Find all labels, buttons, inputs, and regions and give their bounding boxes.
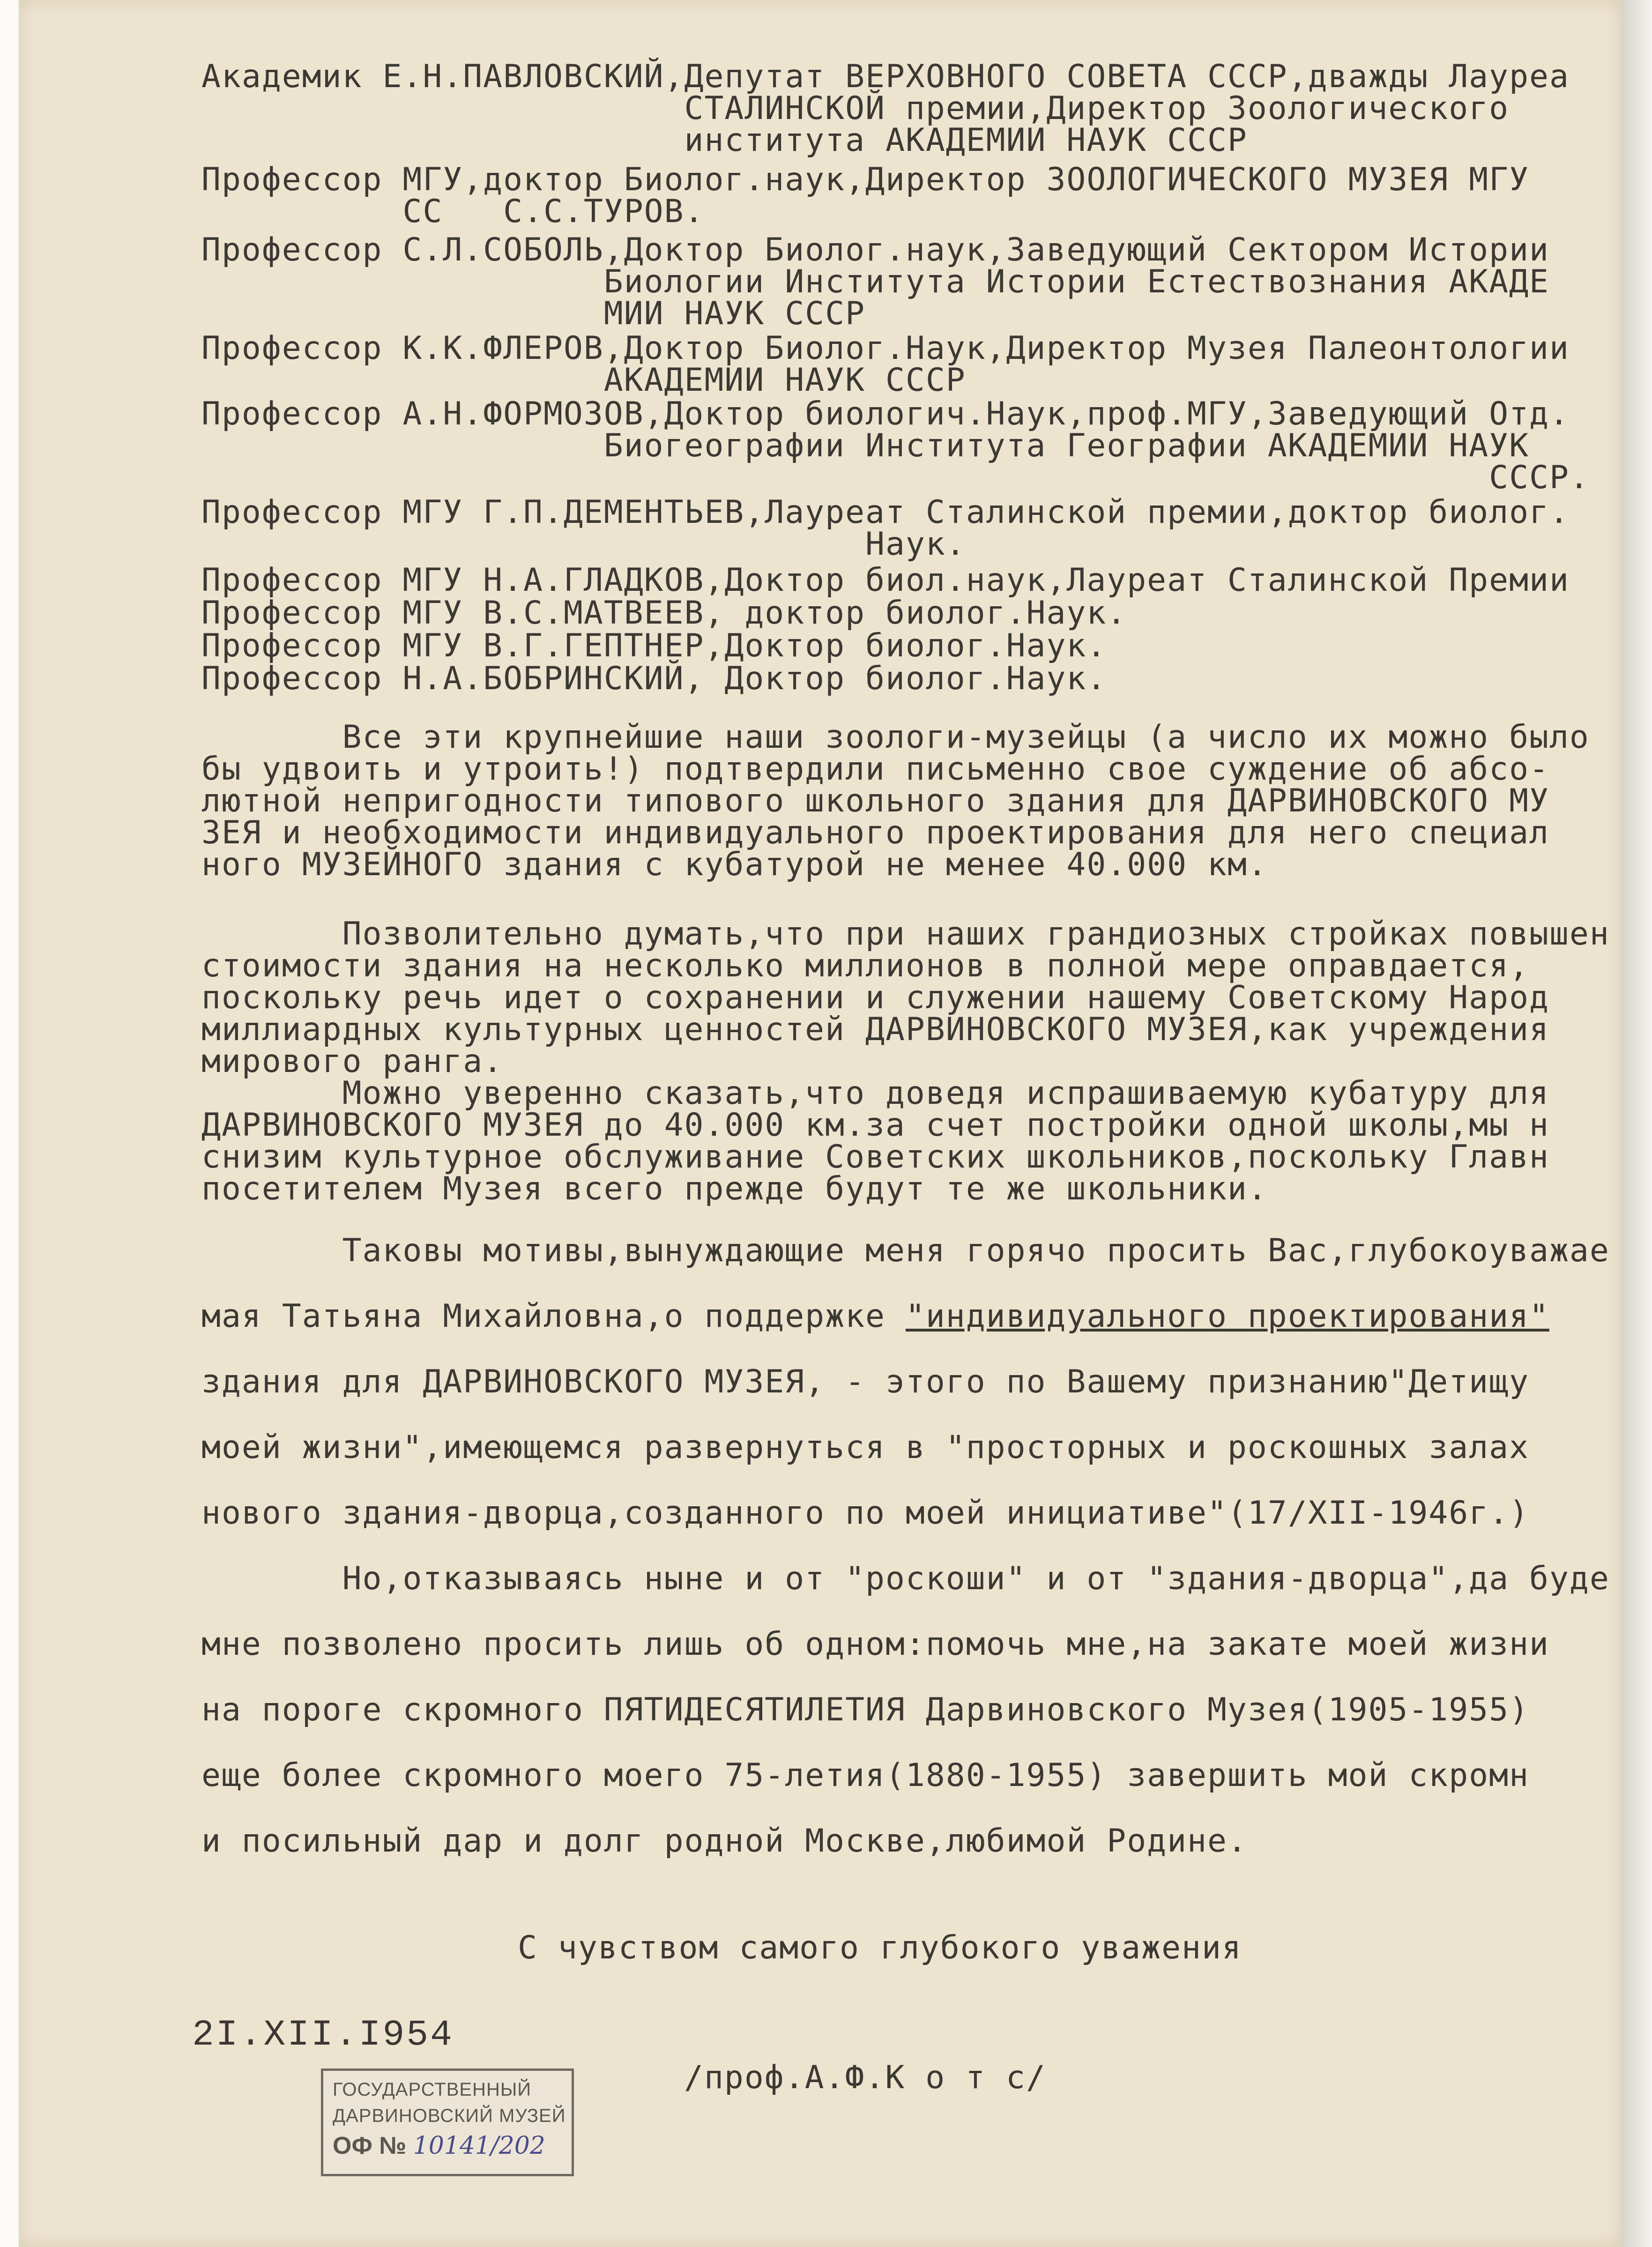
- signatory-entry-row: СТАЛИНСКОЙ премии,Директор Зоологического: [201, 90, 1510, 127]
- signatory-entry-row: Профессор МГУ В.Г.ГЕПТНЕР,Доктор биолог.Наук.: [201, 627, 1107, 664]
- signatory-entry: [201, 595, 1127, 632]
- signatory-entry-row: Наук.: [201, 526, 966, 563]
- stamp-line-2: ДАРВИНОВСКИЙ МУЗЕЙ: [333, 2106, 566, 2126]
- spaced-paragraph-row: и посильный дар и долг родной Москве,любимой Родине.: [201, 1823, 1248, 1860]
- spaced-paragraph: [201, 1546, 1610, 1874]
- signatory-entry: [201, 161, 1530, 230]
- document-date: 2I.XII.I954: [192, 2015, 454, 2056]
- signatory-entry: [201, 58, 1570, 159]
- spaced-paragraph-row: мая Татьяна Михайловна,о поддержке "индивидуального проектирования": [201, 1298, 1549, 1335]
- museum-stamp: [321, 2068, 574, 2176]
- body-paragraph: [201, 719, 1590, 883]
- signatory-entry: [201, 562, 1570, 599]
- body-paragraph-row: снизим культурное обслуживание Советских школьников,поскольку Главн: [201, 1138, 1549, 1176]
- spaced-paragraph-row: мне позволено просить лишь об одном:помочь мне,на закате моей жизни: [201, 1626, 1549, 1663]
- closing-line: С чувством самого глубокого уважения: [518, 1929, 1242, 1966]
- signatory-entry: [201, 330, 1570, 399]
- signatory-entry-row: Академик Е.Н.ПАВЛОВСКИЙ,Депутат ВЕРХОВНОГО СОВЕТА СССР,дважды Лауреа: [201, 58, 1570, 95]
- body-paragraph-row: ного МУЗЕЙНОГО здания с кубатурой не менее 40.000 км.: [201, 846, 1268, 883]
- signatory-entry-row: Профессор А.Н.ФОРМОЗОВ,Доктор биологич.Наук,проф.МГУ,Заведующий Отд.: [201, 395, 1570, 432]
- spaced-paragraph: [201, 1218, 1610, 1546]
- signatory-entry: [201, 494, 1570, 563]
- body-paragraph-row: Можно уверенно сказать,что доведя испрашиваемую кубатуру для: [201, 1075, 1549, 1112]
- body-paragraph-row: ДАРВИНОВСКОГО МУЗЕЯ до 40.000 км.за счет постройки одной школы,мы н: [201, 1107, 1549, 1144]
- underlined-phrase: "индивидуального проектирования": [905, 1298, 1549, 1335]
- signatory-entry: [201, 231, 1549, 332]
- signatory-entry-row: МИИ НАУК СССР: [201, 295, 866, 332]
- signatory-entry-row: АКАДЕМИИ НАУК СССР: [201, 362, 966, 399]
- signatory-entry-row: Профессор МГУ,доктор Биолог.наук,Директор ЗООЛОГИЧЕСКОГО МУЗЕЯ МГУ: [201, 161, 1530, 198]
- signatory-entry-row: Профессор МГУ Н.А.ГЛАДКОВ,Доктор биол.наук,Лауреат Сталинской Премии: [201, 562, 1570, 599]
- spaced-paragraph-row: нового здания-дворца,созданного по моей инициативе"(17/XII-1946г.): [201, 1495, 1530, 1532]
- body-paragraph-row: лютной непригодности типового школьного здания для ДАРВИНОВСКОГО МУ: [201, 782, 1549, 819]
- stamp-inventory-number: 10141/202: [413, 2132, 545, 2160]
- body-paragraph-row: посетителем Музея всего прежде будут те же школьники.: [201, 1170, 1268, 1207]
- signatory-entry-row: Биогеографии Института Географии АКАДЕМИИ НАУК: [201, 427, 1530, 464]
- spaced-paragraph-row: на пороге скромного ПЯТИДЕСЯТИЛЕТИЯ Дарвиновского Музея(1905-1955): [201, 1691, 1530, 1728]
- body-paragraph-row: Позволительно думать,что при наших грандиозных стройках повышен: [201, 915, 1610, 952]
- signatory-entry-row: Биологии Института Истории Естествознания АКАДЕ: [201, 263, 1549, 300]
- stamp-inventory-prefix: ОФ №: [333, 2132, 407, 2159]
- body-paragraph-row: ЗЕЯ и необходимости индивидуального проектирования для него специал: [201, 814, 1549, 851]
- body-paragraph-row: миллиардных культурных ценностей ДАРВИНОВСКОГО МУЗЕЯ,как учреждения: [201, 1011, 1549, 1048]
- signatory-entry-row: института АКАДЕМИИ НАУК СССР: [201, 122, 1248, 159]
- signatory-entry-row: СССР.: [201, 459, 1590, 496]
- body-paragraph: [201, 915, 1610, 1080]
- body-paragraph-row: бы удвоить и утроить!) подтвердили письменно свое суждение об абсо-: [201, 751, 1549, 788]
- signatory-entry-row: Профессор К.К.ФЛЕРОВ,Доктор Биолог.Наук,Директор Музея Палеонтологии: [201, 330, 1570, 367]
- spaced-paragraph-row: Но,отказываясь ныне и от "роскоши" и от "здания-дворца",да буде: [201, 1560, 1610, 1597]
- signatory-entry-row: Профессор МГУ В.С.МАТВЕЕВ, доктор биолог.Наук.: [201, 595, 1127, 632]
- stamp-inventory: [333, 2129, 562, 2163]
- spaced-paragraph-row: здания для ДАРВИНОВСКОГО МУЗЕЯ, - этого по Вашему признанию"Детищу: [201, 1363, 1530, 1400]
- body-paragraph: [201, 1075, 1549, 1207]
- body-paragraph-row: мирового ранга.: [201, 1043, 504, 1080]
- signatory-entry-row: СС С.С.ТУРОВ.: [201, 193, 705, 230]
- body-paragraph-row: стоимости здания на несколько миллионов в полной мере оправдается,: [201, 947, 1530, 984]
- spaced-paragraph-row: еще более скромного моего 75-летия(1880-1955) завершить мой скромн: [201, 1757, 1530, 1794]
- signatory-entry-row: Профессор МГУ Г.П.ДЕМЕНТЬЕВ,Лауреат Сталинской премии,доктор биолог.: [201, 494, 1570, 531]
- stamp-line-1: ГОСУДАРСТВЕННЫЙ: [333, 2079, 531, 2100]
- signature-line: /проф.А.Ф.К о т с/: [684, 2059, 1046, 2096]
- body-paragraph-row: поскольку речь идет о сохранении и служении нашему Советскому Народ: [201, 979, 1549, 1016]
- signatory-entry-row: Профессор Н.А.БОБРИНСКИЙ, Доктор биолог.Наук.: [201, 660, 1107, 697]
- spaced-paragraph-row: моей жизни",имеющемся развернуться в "просторных и роскошных залах: [201, 1429, 1530, 1466]
- signatory-entry: [201, 627, 1107, 664]
- signatory-entry: [201, 395, 1590, 496]
- spaced-paragraph-row: Таковы мотивы,вынуждающие меня горячо просить Вас,глубокоуважае: [201, 1232, 1610, 1269]
- signatory-entry: [201, 660, 1107, 697]
- signatory-entry-row: Профессор С.Л.СОБОЛЬ,Доктор Биолог.наук,Заведующий Сектором Истории: [201, 231, 1549, 268]
- page-edge-background: [1621, 0, 1652, 2247]
- body-paragraph-row: Все эти крупнейшие наши зоологи-музейцы (а число их можно было: [201, 719, 1590, 756]
- document-page: [19, 0, 1621, 2247]
